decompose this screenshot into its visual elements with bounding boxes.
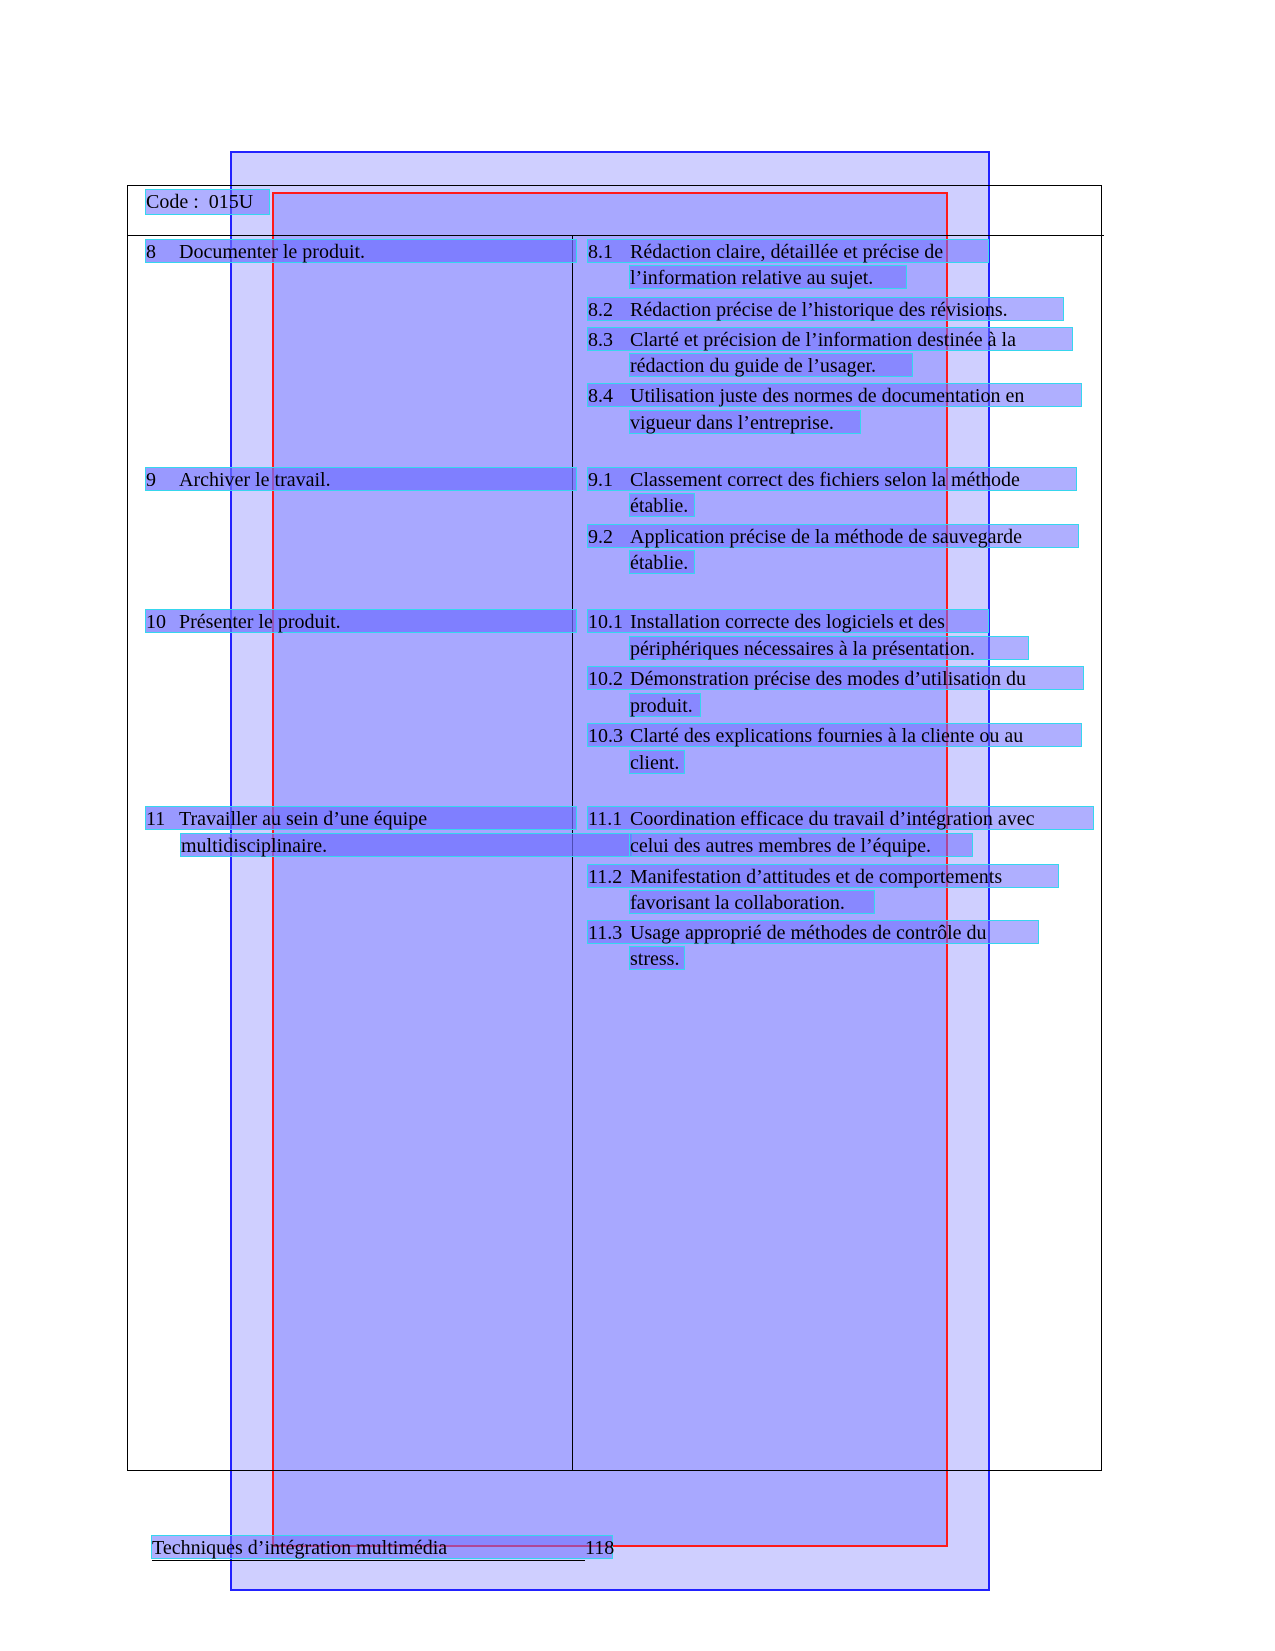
criterion-text: Usage approprié de méthodes de contrôle du: [630, 922, 987, 944]
criterion-text: Manifestation d’attitudes et de comportements: [630, 866, 1003, 888]
criterion-8-4: [587, 383, 1082, 407]
criterion-number: 11.1: [588, 808, 623, 830]
criterion-8-1: [587, 239, 989, 263]
element-9: [145, 467, 577, 491]
criterion-text: Démonstration précise des modes d’utilisation du: [630, 668, 1027, 690]
element-10: [145, 609, 577, 633]
criterion-8-2: [587, 297, 1064, 321]
criterion-number: 8.2: [588, 299, 613, 321]
code-header: [145, 189, 270, 215]
criterion-10-2-line2: [629, 693, 701, 717]
criterion-10-3-line2: [629, 750, 685, 774]
code-label: Code :: [146, 191, 199, 213]
footer-program: Techniques d’intégration multimédia: [152, 1536, 585, 1561]
criterion-number: 10.1: [588, 611, 623, 633]
criterion-text: Clarté et précision de l’information destinée à la: [630, 329, 1016, 351]
criterion-text: produit.: [630, 695, 693, 717]
criterion-text: établie.: [630, 495, 689, 517]
criterion-11-3-line2: [629, 946, 685, 970]
criterion-number: 8.3: [588, 329, 613, 351]
element-number: 10: [146, 611, 166, 633]
element-text: Archiver le travail.: [179, 469, 331, 491]
criterion-number: 11.3: [588, 922, 623, 944]
element-text: multidisciplinaire.: [181, 835, 328, 857]
criterion-text: rédaction du guide de l’usager.: [630, 355, 877, 377]
criterion-9-2-line2: [629, 550, 695, 574]
criterion-number: 8.4: [588, 385, 613, 407]
criterion-11-1: [587, 806, 1094, 830]
criterion-text: Utilisation juste des normes de documentation en: [630, 385, 1025, 407]
element-11-line2: [180, 833, 632, 857]
criterion-number: 9.2: [588, 526, 613, 548]
element-number: 8: [146, 241, 156, 263]
criterion-9-1-line2: [629, 493, 695, 517]
element-number: 9: [146, 469, 156, 491]
criterion-10-1: [587, 609, 989, 633]
criterion-text: Rédaction précise de l’historique des révisions.: [630, 299, 1008, 321]
criterion-8-3: [587, 327, 1073, 351]
criterion-text: stress.: [630, 948, 680, 970]
criterion-text: favorisant la collaboration.: [630, 892, 845, 914]
criterion-text: Coordination efficace du travail d’intégration avec: [630, 808, 1035, 830]
criterion-10-3: [587, 723, 1082, 747]
criterion-text: Installation correcte des logiciels et des: [630, 611, 945, 633]
criterion-11-2-line2: [629, 890, 875, 914]
criterion-11-1-line2: [629, 833, 973, 857]
criterion-text: client.: [630, 752, 680, 774]
criterion-text: l’information relative au sujet.: [630, 267, 874, 289]
criterion-text: Application précise de la méthode de sauvegarde: [630, 526, 1023, 548]
element-text: Documenter le produit.: [179, 241, 366, 263]
criterion-10-1-line2: [629, 636, 1029, 660]
element-number: 11: [146, 808, 166, 830]
criterion-number: 10.2: [588, 668, 623, 690]
criterion-8-1-line2: [629, 265, 907, 289]
criterion-text: Classement correct des fichiers selon la méthode: [630, 469, 1020, 491]
criterion-text: périphériques nécessaires à la présentation.: [630, 638, 975, 660]
element-8: [145, 239, 577, 263]
criterion-8-3-line2: [629, 353, 913, 377]
criterion-number: 9.1: [588, 469, 613, 491]
criterion-number: 10.3: [588, 725, 623, 747]
criterion-11-3: [587, 920, 1039, 944]
header-divider: [127, 235, 1104, 236]
code-value: 015U: [208, 191, 254, 213]
footer: [151, 1535, 613, 1559]
criterion-text: Rédaction claire, détaillée et précise de: [630, 241, 944, 263]
footer-page-number: 118: [585, 1537, 615, 1559]
criterion-9-1: [587, 467, 1077, 491]
criterion-number: 11.2: [588, 866, 623, 888]
criterion-text: établie.: [630, 552, 689, 574]
element-text: Travailler au sein d’une équipe: [179, 808, 428, 830]
criterion-8-4-line2: [629, 410, 861, 434]
element-text: Présenter le produit.: [179, 611, 341, 633]
criterion-number: 8.1: [588, 241, 613, 263]
criterion-text: vigueur dans l’entreprise.: [630, 412, 834, 434]
element-11: [145, 806, 577, 830]
criterion-text: celui des autres membres de l’équipe.: [630, 835, 931, 857]
criterion-11-2: [587, 864, 1059, 888]
criterion-9-2: [587, 524, 1079, 548]
criterion-10-2: [587, 666, 1084, 690]
criterion-text: Clarté des explications fournies à la cliente ou au: [630, 725, 1024, 747]
